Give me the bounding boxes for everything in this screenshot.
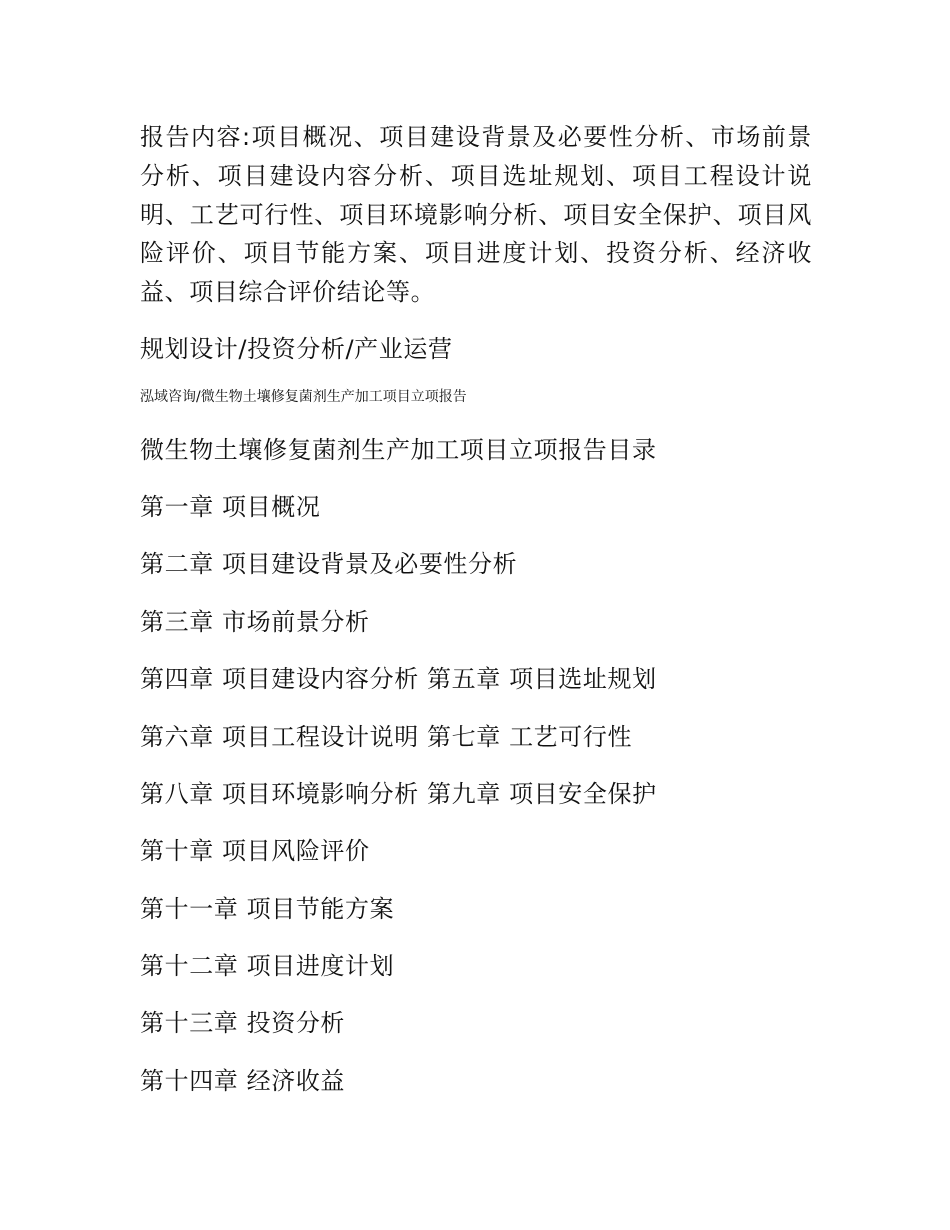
toc-entry: 第六章 项目工程设计说明 第七章 工艺可行性 xyxy=(140,723,633,751)
toc-entry: 第十一章 项目节能方案 xyxy=(140,895,395,923)
toc-entry: 第二章 项目建设背景及必要性分析 xyxy=(140,550,518,578)
toc-entry: 第十二章 项目进度计划 xyxy=(140,952,395,980)
toc-entry: 第十章 项目风险评价 xyxy=(140,837,370,865)
toc-entry: 第四章 项目建设内容分析 第五章 项目选址规划 xyxy=(140,665,657,693)
breadcrumb: 泓域咨询/微生物土壤修复菌剂生产加工项目立项报告 xyxy=(140,389,467,405)
toc-title: 微生物土壤修复菌剂生产加工项目立项报告目录 xyxy=(140,436,657,464)
report-content-paragraph: 报告内容:项目概况、项目建设背景及必要性分析、市场前景分析、项目建设内容分析、项目选址规划、项目工程设计说明、工艺可行性、项目环境影响分析、项目安全保护、项目风险评价、项目节能方案、项目进度计划、投资分析、经济收益、项目综合评价结论等。 xyxy=(140,123,812,307)
toc-entry: 第八章 项目环境影响分析 第九章 项目安全保护 xyxy=(140,780,657,808)
toc-entry: 第三章 市场前景分析 xyxy=(140,608,370,636)
toc-entry: 第一章 项目概况 xyxy=(140,493,321,521)
section-title: 规划设计/投资分析/产业运营 xyxy=(140,335,453,363)
toc-entry: 第十四章 经济收益 xyxy=(140,1067,346,1095)
toc-entry: 第十三章 投资分析 xyxy=(140,1009,346,1037)
